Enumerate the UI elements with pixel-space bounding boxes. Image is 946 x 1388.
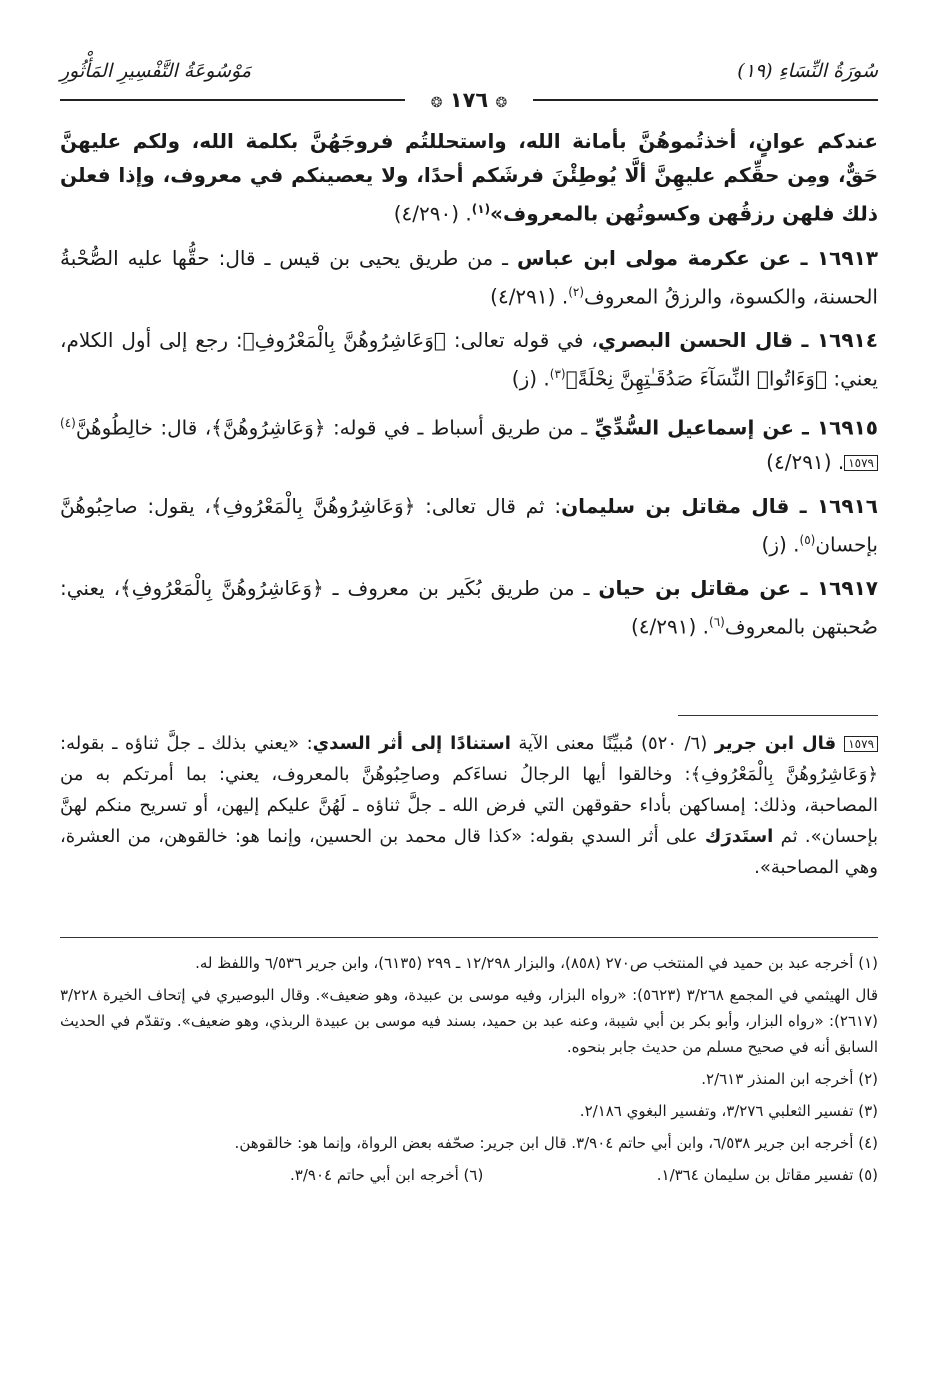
source-ref: . (ز)	[761, 532, 800, 557]
page-number	[421, 88, 518, 112]
footnote-marker: (١)	[471, 202, 491, 216]
narrator: ـ عن مقاتل بن حيان	[598, 576, 817, 601]
source-ref: . (٤/٢٩١)	[766, 449, 845, 474]
ornament-icon: ❂	[495, 95, 508, 111]
commentary-number: ١٥٧٩	[844, 736, 878, 752]
hadith-number: ١٦٩١٥	[816, 415, 878, 440]
running-header	[60, 60, 878, 112]
ornament-icon: ❂	[430, 95, 443, 111]
footnote: قال الهيثمي في المجمع ٣/٢٦٨ (٥٦٢٣): «رواه البزار، وفيه موسى بن عبيدة، وهو ضعيف». وقال البوصيري في إتحاف الخيرة ٣/٢٢٨ (٢٦١٧): «رواه البزار، وأبو بكر بن أبي شيبة، وعنه عبد بن حميد، بسند فيه موسى بن عبيدة الربذي، وهو ضعيف». وتقدّم في الحديث السابق أنه في صحيح مسلم من حديث جابر بنحوه.	[60, 986, 878, 1056]
narrator: ـ عن إسماعيل السُّدِّيِّ	[594, 415, 817, 440]
narrator: ـ عن عكرمة مولى ابن عباس	[516, 245, 817, 270]
commentary-text: : «يعني بذلك ـ جلَّ ثناؤه ـ بقوله: ﴿وَعَاشِرُوهُنَّ بِالْمَعْرُوفِ﴾: وخالقوا أيها الرجالُ نساءَكم وصاحِبُوهُنَّ بالمعروف، يعني: بما أمرتكم به من المصاحبة، وذلك: إمساكهن بأداء حقوقهن التي فرض الله ـ جلَّ ثناؤه ـ لَهُنَّ عليكم إليهن، أو تسريح منكم لهنَّ بإحسان». ثم	[60, 733, 878, 847]
hadith-entry	[60, 406, 878, 479]
hadith-entry	[60, 241, 878, 314]
hadith-text: ، في قوله تعالى: ﴿وَعَاشِرُوهُنَّ بِالْمَعْرُوفِ﴾: رجع إلى أول الكلام، يعني: ﴿وَءَاتُوا۟ النِّسَآءَ صَدُقَـٰتِهِنَّ نِحْلَةً﴾	[60, 328, 878, 391]
commentator: قال ابن جرير	[714, 733, 845, 754]
source-ref: . (ز)	[511, 366, 550, 391]
hadith-text: ـ من طريق يحيى بن قيس ـ قال: حقُّها عليه الصُّحْبةُ الحسنة، والكسوة، والرزقُ المعروف	[60, 245, 878, 309]
footnotes	[60, 950, 878, 1188]
footnote-marker: (٥)	[799, 532, 816, 547]
footnote-marker: (٢)	[568, 284, 585, 299]
footnote-marker: (٤)	[60, 415, 76, 430]
intro-text: عندكم عوانٍ، أخذتُموهُنَّ بأمانة الله، واستحللتُم فروجَهُنَّ بكلمة الله، ولكم عليهنَّ حَقٌّ، ومِن حقِّكم عليهِنَّ ألَّا يُوطِئْنَ فرشَكم أحدًا، ولا يعصينكم في معروف، وإذا فعلن ذلك فلهن رزقُهن وكسوتُهن بالمعروف»	[60, 129, 878, 226]
source-ref: . (٤/٢٩١)	[630, 614, 710, 639]
surah-name: سُورَةُ النِّسَاءِ	[778, 60, 878, 82]
footnote: (٥) تفسير مقاتل بن سليمان ١/٣٦٤.	[656, 1166, 878, 1184]
commentary-mid: مُبيِّنًا معنى الآية	[510, 733, 634, 754]
narrator: ـ قال الحسن البصري	[597, 328, 817, 353]
hadith-entry	[60, 571, 878, 644]
commentary-ref: (٦/ ٥٢٠)	[633, 733, 715, 754]
commentary-divider	[678, 715, 878, 716]
page-number-value: ١٧٦	[449, 88, 489, 112]
footnote-marker: (٦)	[709, 615, 725, 630]
main-text	[60, 124, 878, 654]
narrator: ـ قال مقاتل بن سليمان	[561, 493, 817, 518]
hadith-text: : ثم قال تعالى: ﴿وَعَاشِرُوهُنَّ بِالْمَعْرُوفِ﴾، يقول: صاحِبُوهُنَّ بإحسان	[60, 493, 878, 557]
verse-ref: (١٩)	[737, 60, 773, 82]
book-title: مَوْسُوعَةُ التَّفْسِيرِ المَأْثُورِ	[60, 60, 252, 82]
hadith-text: ـ من طريق أسباط ـ في قوله: ﴿وَعَاشِرُوهُنَّ﴾، قال: خالِطُوهُنَّ	[75, 415, 595, 440]
commentary-emphasis: استنادًا إلى أثر السدي	[312, 733, 511, 754]
hadith-number: ١٦٩١٣	[816, 245, 878, 270]
hadith-text: ـ من طريق بُكَير بن معروف ـ ﴿وَعَاشِرُوهُنَّ بِالْمَعْرُوفِ﴾، يعني: صُحبتهن بالمعروف	[60, 576, 878, 639]
header-rule-left	[60, 99, 405, 101]
footnote-marker: (٣)	[549, 367, 566, 382]
commentary-block	[60, 728, 878, 883]
footnote-row	[60, 1162, 878, 1188]
commentary-emphasis-2: استَدرَك	[704, 826, 774, 847]
commentary-tail: على أثر السدي بقوله: «كذا قال محمد بن الحسين، وإنما هو: خالقوهن، من العشرة، وهي المصاحبة».	[60, 826, 878, 878]
commentary-link[interactable]: ١٥٧٩	[844, 455, 878, 471]
footnote: (٢) أخرجه ابن المنذر ٢/٦١٣.	[701, 1070, 878, 1088]
surah-title	[737, 60, 878, 82]
footnote: (٦) أخرجه ابن أبي حاتم ٣/٩٠٤.	[290, 1166, 484, 1184]
header-rule-right	[533, 99, 878, 101]
hadith-number: ١٦٩١٦	[816, 493, 879, 518]
hadith-intro	[60, 124, 878, 231]
hadith-number: ١٦٩١٧	[816, 576, 879, 601]
source-ref: . (٤/٢٩٠)	[393, 201, 472, 226]
footnote-divider	[60, 937, 878, 938]
footnote: (٣) تفسير الثعلبي ٣/٢٧٦، وتفسير البغوي ٢/١٨٦.	[579, 1102, 878, 1120]
hadith-entry	[60, 323, 878, 396]
page	[60, 60, 879, 1184]
hadith-entry	[60, 489, 878, 562]
source-ref: . (٤/٢٩١)	[490, 284, 569, 309]
hadith-number: ١٦٩١٤	[816, 328, 878, 353]
footnote: (٤) أخرجه ابن جرير ٦/٥٣٨، وابن أبي حاتم ٣/٩٠٤. قال ابن جرير: صحّفه بعض الرواة، وإنما هو: خالقوهن.	[234, 1134, 878, 1152]
footnote: (١) أخرجه عبد بن حميد في المنتخب ص٢٧٠ (٨٥٨)، والبزار ١٢/٢٩٨ ـ ٢٩٩ (٦١٣٥)، وابن جرير ٦/٥٣٦ واللفظ له.	[195, 954, 878, 972]
